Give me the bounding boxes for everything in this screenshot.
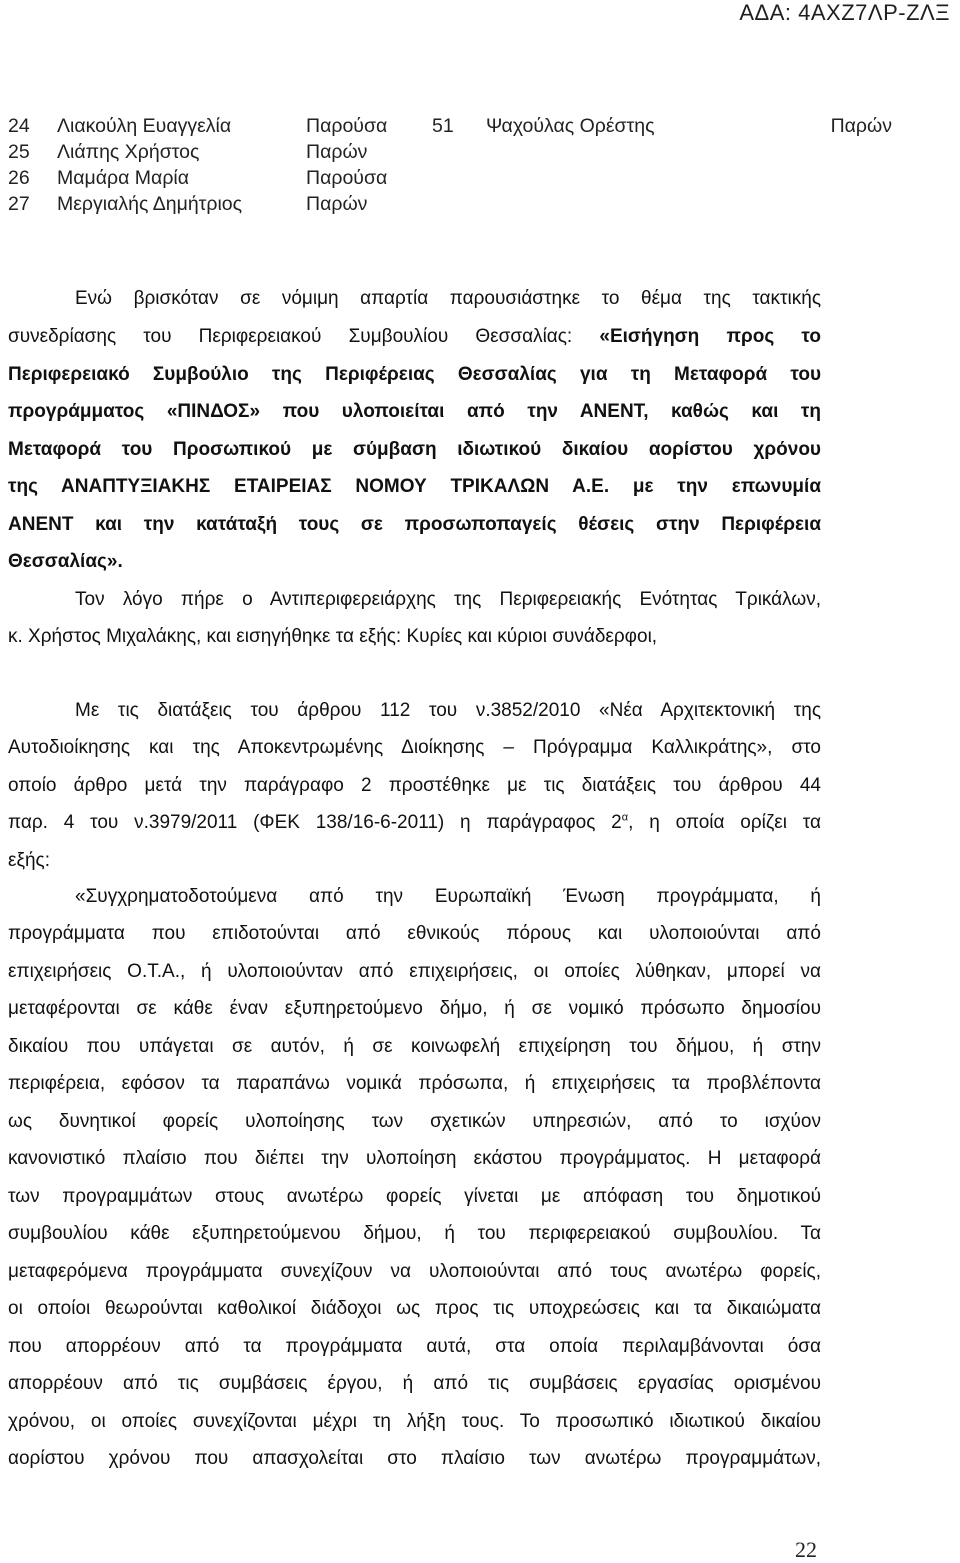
agenda-title-line: προγράμματος «ΠΙΝΔΟΣ» που υλοποιείται από την ΑΝΕΝΤ, καθώς και τη <box>8 401 821 422</box>
text-line: Ενώ βρισκόταν σε νόμιμη απαρτία παρουσιάστηκε το θέμα της τακτικής <box>75 288 821 309</box>
agenda-title-line: ΑΝΕΝΤ και την κατάταξή τους σε προσωποπαγείς θέσεις στην Περιφέρεια <box>8 514 821 535</box>
superscript: α <box>621 811 629 824</box>
agenda-title-start: «Εισήγηση προς το <box>599 326 821 347</box>
agenda-title-line: Μεταφορά του Προσωπικού με σύμβαση ιδιωτικού δικαίου αορίστου χρόνου <box>8 439 821 460</box>
member-number: 25 <box>8 141 30 163</box>
text-line: επιχειρήσεις Ο.Τ.Α., ή υλοποιούνταν από επιχειρήσεις, οι οποίες λύθηκαν, μπορεί να <box>8 961 821 982</box>
attendance-row <box>0 115 960 141</box>
member-name: Μαμάρα Μαρία <box>57 167 190 189</box>
agenda-title-line: Περιφερειακό Συμβούλιο της Περιφέρειας Θεσσαλίας για τη Μεταφορά του <box>8 364 821 385</box>
text-line: συμβουλίου κάθε εξυπηρετούμενου δήμου, ή του περιφερειακού συμβουλίου. Τα <box>8 1223 821 1244</box>
text-line: χρόνου, οι οποίες συνεχίζονται μέχρι τη λήξη τους. Το προσωπικό ιδιωτικού δικαίου <box>8 1411 821 1432</box>
page-number: 22 <box>795 1537 817 1562</box>
text-line: οποίο άρθρο μετά την παράγραφο 2 προστέθηκε με τις διατάξεις του άρθρου 44 <box>8 775 821 796</box>
text-line: αορίστου χρόνου που απασχολείται στο πλαίσιο των ανωτέρω προγραμμάτων, <box>8 1448 821 1469</box>
attendance-list <box>0 115 960 219</box>
text-line: Τον λόγο πήρε ο Αντιπεριφερειάρχης της Περιφερειακής Ενότητας Τρικάλων, <box>75 589 821 610</box>
member-number: 24 <box>8 115 30 137</box>
text-line <box>8 326 821 348</box>
text-line: μεταφέρονται σε κάθε έναν εξυπηρετούμενο δήμο, ή σε νομικό πρόσωπο δημοσίου <box>8 998 821 1019</box>
member-name: Μεργιαλής Δημήτριος <box>57 193 243 215</box>
attendance-row <box>0 167 960 193</box>
text-line: κ. Χρήστος Μιχαλάκης, και εισηγήθηκε τα εξής: Κυρίες και κύριοι συνάδερφοι, <box>8 626 658 647</box>
member-name: Λιάπης Χρήστος <box>57 141 200 163</box>
member-name: Λιακούλη Ευαγγελία <box>57 115 232 137</box>
text-segment: παρ. 4 του ν.3979/2011 (ΦΕΚ 138/16-6-2011) η παράγραφος 2 <box>8 812 622 833</box>
text-line: περιφέρεια, εφόσον τα παραπάνω νομικά πρόσωπα, ή επιχειρήσεις τα προβλέποντα <box>8 1073 821 1094</box>
agenda-title-line: Θεσσαλίας». <box>8 551 123 572</box>
attendance-row <box>0 141 960 167</box>
member-status: Παρούσα <box>306 167 388 189</box>
text-line: δικαίου που υπάγεται σε αυτόν, ή σε κοινωφελή επιχείρηση του δήμου, ή στην <box>8 1036 821 1057</box>
text-segment: , η οποία ορίζει τα <box>628 812 821 833</box>
text-line: «Συγχρηματοδοτούμενα από την Ευρωπαϊκή Ένωση προγράμματα, ή <box>75 886 821 907</box>
text-line: κανονιστικό πλαίσιο που διέπει την υλοποίηση εκάστου προγράμματος. Η μεταφορά <box>8 1148 821 1169</box>
member-status: Παρών <box>306 141 368 163</box>
member-status: Παρών <box>830 115 892 137</box>
member-status: Παρών <box>306 193 368 215</box>
member-number: 26 <box>8 167 30 189</box>
attendance-row <box>0 193 960 219</box>
text-line: Αυτοδιοίκησης και της Αποκεντρωμένης Διοίκησης – Πρόγραμμα Καλλικράτης», στο <box>8 737 821 758</box>
member-status: Παρούσα <box>306 115 388 137</box>
text-segment: συνεδρίασης του Περιφερειακού Συμβουλίου Θεσσαλίας: <box>8 326 600 347</box>
text-line: οι οποίοι θεωρούνται καθολικοί διάδοχοι ως προς τις υποχρεώσεις και τα δικαιώματα <box>8 1298 821 1319</box>
text-line: εξής: <box>8 850 50 871</box>
document-code: ΑΔΑ: 4ΑΧΖ7ΛΡ-ΖΛΞ <box>739 0 950 25</box>
member-name: Ψαχούλας Ορέστης <box>486 115 655 137</box>
text-line: των προγραμμάτων στους ανωτέρω φορείς γίνεται με απόφαση του δημοτικού <box>8 1186 821 1207</box>
text-line: Με τις διατάξεις του άρθρου 112 του ν.3852/2010 «Νέα Αρχιτεκτονική της <box>75 700 821 721</box>
text-line: προγράμματα που επιδοτούνται από εθνικούς πόρους και υλοποιούνται από <box>8 923 821 944</box>
text-line: απορρέουν από τις συμβάσεις έργου, ή από τις συμβάσεις εργασίας ορισμένου <box>8 1373 821 1394</box>
text-line: που απορρέουν από τα προγράμματα αυτά, στα οποία περιλαμβάνονται όσα <box>8 1336 821 1357</box>
text-line: μεταφερόμενα προγράμματα συνεχίζουν να υλοποιούνται από τους ανωτέρω φορείς, <box>8 1261 821 1282</box>
agenda-title-line: της ΑΝΑΠΤΥΞΙΑΚΗΣ ΕΤΑΙΡΕΙΑΣ ΝΟΜΟΥ ΤΡΙΚΑΛΩΝ Α.Ε. με την επωνυμία <box>8 476 821 497</box>
member-number: 27 <box>8 193 30 215</box>
text-line: ως δυνητικοί φορείς υλοποίησης των σχετικών υπηρεσιών, από το ισχύον <box>8 1111 821 1132</box>
text-line <box>8 812 821 834</box>
member-number: 51 <box>432 115 454 137</box>
